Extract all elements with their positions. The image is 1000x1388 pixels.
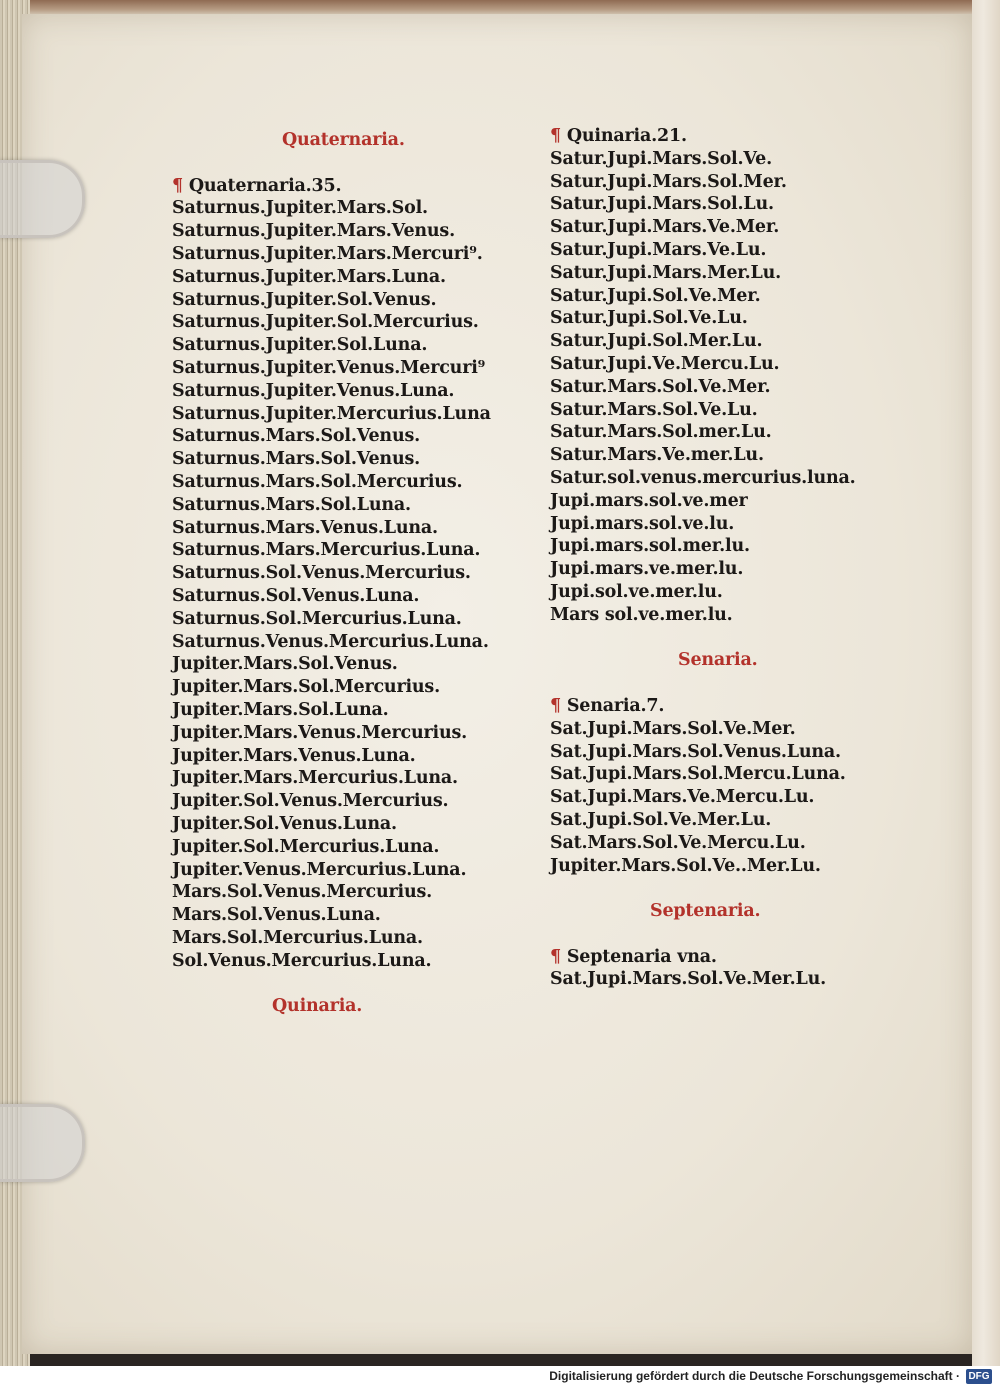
list-line: Saturnus.Jupiter.Mercurius.Luna (172, 403, 491, 424)
list-line: Saturnus.Venus.Mercurius.Luna. (172, 631, 489, 652)
list-line: Satur.Mars.Sol.Ve.Lu. (550, 399, 758, 420)
list-line: Sat.Jupi.Mars.Sol.Venus.Luna. (550, 741, 841, 762)
section-quaternaria-text: Quaternaria.35. (188, 175, 342, 196)
list-line: Jupiter.Sol.Mercurius.Luna. (172, 836, 440, 857)
list-line: Sat.Mars.Sol.Ve.Mercu.Lu. (550, 832, 806, 853)
list-line: Satur.Mars.Sol.mer.Lu. (550, 422, 772, 443)
list-line: Satur.Mars.Ve.mer.Lu. (550, 445, 764, 466)
section-senaria-text: Senaria.7. (566, 695, 665, 716)
list-line: Jupiter.Sol.Venus.Mercurius. (172, 791, 449, 812)
list-line: Satur.Jupi.Mars.Mer.Lu. (550, 262, 782, 283)
list-line: Saturnus.Jupiter.Mars.Venus. (172, 221, 455, 242)
list-line: Saturnus.Sol.Mercurius.Luna. (172, 608, 462, 629)
heading-quaternaria-text: Quaternaria. (282, 130, 405, 150)
list-line: Mars.Sol.Venus.Luna. (172, 905, 381, 926)
list-line: Saturnus.Sol.Venus.Luna. (172, 585, 420, 606)
list-line: Saturnus.Jupiter.Sol.Mercurius. (172, 312, 479, 333)
section-septenaria (550, 946, 910, 969)
list-line: Satur.Jupi.Sol.Mer.Lu. (550, 331, 763, 352)
list-line: Saturnus.Mars.Sol.Luna. (172, 494, 411, 515)
list-line: Mars.Sol.Venus.Mercurius. (172, 882, 433, 903)
section-senaria (550, 695, 910, 718)
section-quaternaria (172, 175, 502, 198)
list-line: Jupi.mars.sol.ve.mer (550, 490, 748, 511)
list-line: Saturnus.Jupiter.Mars.Sol. (172, 198, 428, 219)
list-line: Satur.sol.venus.mercurius.luna. (550, 467, 856, 488)
heading-senaria-text: Senaria. (678, 650, 758, 671)
list-line: Jupiter.Mars.Mercurius.Luna. (172, 768, 458, 789)
list-line: Saturnus.Jupiter.Sol.Venus. (172, 289, 437, 310)
list-line: Jupiter.Mars.Venus.Mercurius. (172, 722, 468, 743)
list-line: Satur.Jupi.Ve.Mercu.Lu. (550, 353, 780, 374)
septenaria-line: Sat.Jupi.Mars.Sol.Ve.Mer.Lu. (550, 969, 826, 990)
section-quinaria (550, 125, 910, 148)
list-line: Satur.Jupi.Sol.Ve.Mer. (550, 285, 761, 306)
list-line: Jupi.sol.ve.mer.lu. (550, 581, 723, 602)
list-line: Jupiter.Venus.Mercurius.Luna. (172, 859, 467, 880)
list-line: Sat.Jupi.Mars.Sol.Ve.Mer. (550, 718, 796, 739)
heading-quinaria-text: Quinaria. (272, 996, 363, 1017)
section-septenaria-text: Septenaria vna. (566, 946, 717, 967)
section-quinaria-text: Quinaria.21. (566, 126, 687, 146)
heading-quaternaria (172, 129, 502, 152)
list-line: Satur.Jupi.Mars.Sol.Lu. (550, 194, 774, 215)
list-line: Saturnus.Jupiter.Mars.Mercuri⁹. (172, 243, 483, 264)
list-line: Mars.Sol.Mercurius.Luna. (172, 927, 423, 948)
list-line: Jupiter.Mars.Sol.Luna. (172, 699, 389, 720)
list-line: Saturnus.Sol.Venus.Mercurius. (172, 563, 471, 584)
dfg-logo: DFG (966, 1369, 992, 1384)
list-line: Satur.Jupi.Mars.Ve.Lu. (550, 239, 767, 260)
list-line: Jupiter.Sol.Venus.Luna. (172, 813, 397, 834)
list-line: Jupiter.Mars.Venus.Luna. (172, 745, 416, 766)
heading-septenaria-text: Septenaria. (650, 901, 761, 922)
list-line: Saturnus.Mars.Sol.Mercurius. (172, 471, 463, 492)
list-line: Jupiter.Mars.Sol.Ve..Mer.Lu. (550, 855, 821, 876)
list-line: Sat.Jupi.Mars.Sol.Mercu.Luna. (550, 764, 846, 785)
list-line: Saturnus.Mars.Mercurius.Luna. (172, 540, 481, 561)
pilcrow-mark: ¶ (550, 695, 561, 716)
quaternaria-list (172, 197, 502, 972)
heading-quinaria (172, 995, 502, 1018)
quinaria-list (550, 148, 910, 627)
pilcrow-mark: ¶ (550, 946, 561, 967)
list-line: Satur.Mars.Sol.Ve.Mer. (550, 376, 771, 397)
list-line: Saturnus.Mars.Sol.Venus. (172, 426, 421, 447)
list-line: Jupi.mars.ve.mer.lu. (550, 559, 744, 580)
gutter-strip (972, 0, 1000, 1366)
column-right (550, 125, 910, 991)
list-line: Saturnus.Jupiter.Venus.Mercuri⁹ (172, 357, 486, 378)
list-line: Satur.Jupi.Mars.Sol.Mer. (550, 171, 787, 192)
list-line: Saturnus.Mars.Sol.Venus. (172, 449, 421, 470)
list-line: Saturnus.Jupiter.Mars.Luna. (172, 266, 446, 287)
list-line: Jupiter.Mars.Sol.Mercurius. (172, 677, 440, 698)
list-line: Saturnus.Jupiter.Sol.Luna. (172, 335, 428, 356)
heading-senaria (550, 649, 910, 672)
senaria-list (550, 718, 910, 878)
list-line: Saturnus.Jupiter.Venus.Luna. (172, 380, 455, 401)
list-line: Saturnus.Mars.Venus.Luna. (172, 517, 438, 538)
list-line: Sat.Jupi.Mars.Ve.Mercu.Lu. (550, 787, 815, 808)
digitization-footer (0, 1366, 1000, 1388)
list-line: Jupi.mars.sol.mer.lu. (550, 536, 750, 557)
list-line: Jupiter.Mars.Sol.Venus. (172, 654, 398, 675)
list-line: Jupi.mars.sol.ve.lu. (550, 513, 735, 534)
list-line: Satur.Jupi.Mars.Ve.Mer. (550, 217, 780, 238)
list-line: Satur.Jupi.Sol.Ve.Lu. (550, 308, 748, 329)
binder-clip-bottom (0, 1104, 85, 1182)
pilcrow-mark: ¶ (550, 126, 561, 146)
footer-credit: Digitalisierung gefördert durch die Deutsche Forschungsgemeinschaft · (549, 1369, 960, 1383)
list-line: Satur.Jupi.Mars.Sol.Ve. (550, 148, 772, 169)
column-left (172, 129, 502, 1018)
list-line: Mars sol.ve.mer.lu. (550, 604, 733, 625)
binder-clip-top (0, 160, 85, 238)
list-line: Sol.Venus.Mercurius.Luna. (172, 950, 432, 971)
pilcrow-mark: ¶ (172, 175, 183, 196)
list-line: Sat.Jupi.Sol.Ve.Mer.Lu. (550, 809, 772, 830)
heading-septenaria (550, 900, 910, 923)
